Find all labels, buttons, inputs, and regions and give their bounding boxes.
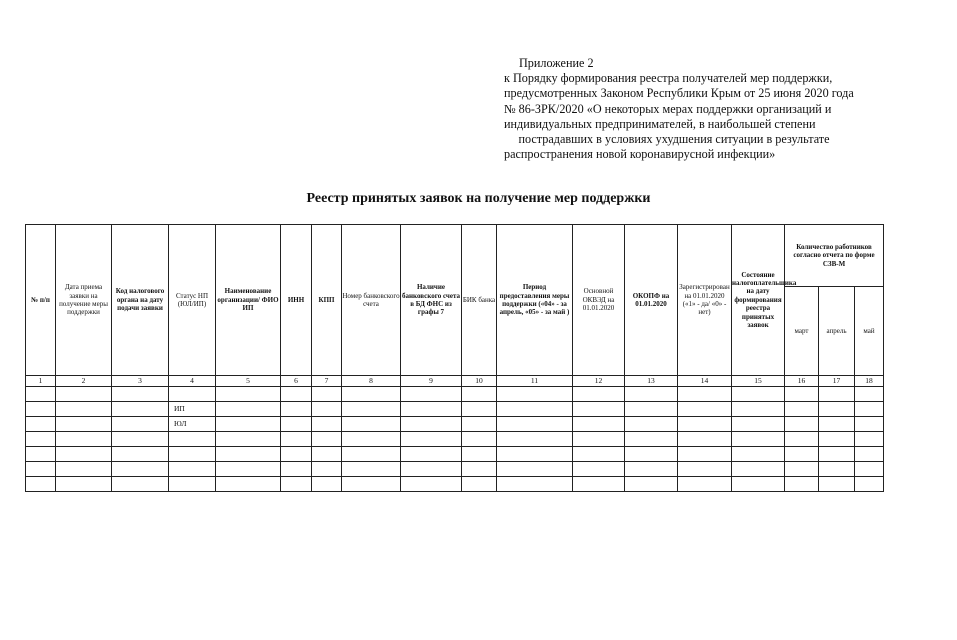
column-number: 3 <box>112 376 169 387</box>
table-row <box>26 462 884 477</box>
header-name: Наименование организации/ ФИО ИП <box>216 225 281 376</box>
table-cell[interactable] <box>312 432 342 447</box>
table-cell[interactable] <box>855 462 884 477</box>
table-cell[interactable] <box>56 417 112 432</box>
table-cell[interactable] <box>342 387 401 402</box>
table-cell[interactable]: ИП <box>169 402 216 417</box>
table-row <box>26 387 884 402</box>
table-cell[interactable] <box>169 432 216 447</box>
appendix-note <box>504 56 884 162</box>
table-cell[interactable] <box>819 447 855 462</box>
table-cell[interactable] <box>26 447 56 462</box>
table-cell[interactable] <box>342 447 401 462</box>
table-cell[interactable] <box>678 402 732 417</box>
table-row <box>26 447 884 462</box>
appendix-line: предусмотренных Законом Республики Крым от 25 июня 2020 года <box>504 86 854 101</box>
header-month-march: март <box>785 287 819 376</box>
table-cell[interactable] <box>342 417 401 432</box>
column-number: 6 <box>281 376 312 387</box>
header-okopf: ОКОПФ на 01.01.2020 <box>625 225 678 376</box>
column-number: 10 <box>462 376 497 387</box>
table-cell[interactable] <box>678 417 732 432</box>
table-cell[interactable] <box>462 387 497 402</box>
column-number: 12 <box>573 376 625 387</box>
table-cell[interactable] <box>573 387 625 402</box>
table-cell[interactable] <box>497 417 573 432</box>
table-cell[interactable] <box>401 462 462 477</box>
header-okved: Основной ОКВЭД на 01.01.2020 <box>573 225 625 376</box>
table-row <box>26 417 884 432</box>
table-cell[interactable] <box>342 462 401 477</box>
table-row <box>26 402 884 417</box>
table-cell[interactable] <box>625 387 678 402</box>
table-cell[interactable] <box>678 432 732 447</box>
table-cell[interactable] <box>26 387 56 402</box>
table-cell[interactable] <box>216 462 281 477</box>
table-cell[interactable] <box>732 402 785 417</box>
table-cell[interactable] <box>462 432 497 447</box>
header-registered: Зарегистрирован на 01.01.2020 («1» - да/ «0» - нет) <box>678 225 732 376</box>
header-month-may: май <box>855 287 884 376</box>
table-cell[interactable] <box>26 417 56 432</box>
table-row <box>26 477 884 492</box>
table-cell[interactable] <box>26 477 56 492</box>
column-number-row <box>26 376 884 387</box>
table-cell[interactable] <box>216 417 281 432</box>
table-cell[interactable] <box>678 447 732 462</box>
column-number: 14 <box>678 376 732 387</box>
table-cell[interactable] <box>112 402 169 417</box>
table-cell[interactable] <box>785 417 819 432</box>
table-cell[interactable] <box>56 402 112 417</box>
column-number: 1 <box>26 376 56 387</box>
appendix-line: к Порядку формирования реестра получателей мер поддержки, <box>504 71 833 86</box>
table-cell[interactable] <box>497 402 573 417</box>
table-cell[interactable] <box>625 447 678 462</box>
appendix-line: распространения новой коронавирусной инфекции» <box>504 147 776 162</box>
table-cell[interactable] <box>56 432 112 447</box>
table-cell[interactable] <box>216 387 281 402</box>
table-cell[interactable] <box>497 387 573 402</box>
header-bank-presence: Наличие банковского счета в БД ФНС из графы 7 <box>401 225 462 376</box>
table-cell[interactable] <box>312 417 342 432</box>
table-cell[interactable] <box>819 417 855 432</box>
table-cell[interactable] <box>26 462 56 477</box>
table-cell[interactable] <box>678 387 732 402</box>
header-inn: ИНН <box>281 225 312 376</box>
table-cell[interactable] <box>462 447 497 462</box>
document-title: Реестр принятых заявок на получение мер поддержки <box>306 191 651 206</box>
table-cell[interactable] <box>169 462 216 477</box>
table-cell[interactable] <box>785 402 819 417</box>
table-cell[interactable] <box>401 477 462 492</box>
header-workers: Количество работников согласно отчета по форме СЗВ-М <box>785 225 884 287</box>
table-cell[interactable] <box>281 387 312 402</box>
table-cell[interactable] <box>401 447 462 462</box>
column-number: 4 <box>169 376 216 387</box>
header-period: Период предоставления меры поддержки («04» - за апрель, «05» - за май ) <box>497 225 573 376</box>
registry-table <box>25 224 884 492</box>
table-cell[interactable] <box>216 432 281 447</box>
table-cell[interactable] <box>56 387 112 402</box>
table-cell[interactable] <box>281 462 312 477</box>
table-cell[interactable] <box>819 432 855 447</box>
table-cell[interactable] <box>819 477 855 492</box>
table-cell[interactable] <box>56 477 112 492</box>
column-number: 5 <box>216 376 281 387</box>
table-cell[interactable] <box>26 402 56 417</box>
table-cell[interactable] <box>785 447 819 462</box>
column-number: 16 <box>785 376 819 387</box>
table-cell[interactable] <box>785 477 819 492</box>
table-cell[interactable] <box>497 477 573 492</box>
table-cell[interactable] <box>281 432 312 447</box>
table-cell[interactable] <box>785 462 819 477</box>
table-cell[interactable] <box>112 462 169 477</box>
header-bik: БИК банка <box>462 225 497 376</box>
registry-body <box>26 376 884 492</box>
header-status: Статус НП (ЮЛ/ИП) <box>169 225 216 376</box>
header-account: Номер банковского счета <box>342 225 401 376</box>
table-cell[interactable] <box>732 462 785 477</box>
table-cell[interactable] <box>625 432 678 447</box>
table-cell[interactable] <box>819 387 855 402</box>
table-cell[interactable] <box>26 432 56 447</box>
table-cell[interactable] <box>462 417 497 432</box>
table-cell[interactable] <box>625 402 678 417</box>
table-cell[interactable] <box>401 432 462 447</box>
table-cell[interactable] <box>678 477 732 492</box>
table-cell[interactable] <box>462 462 497 477</box>
table-cell[interactable] <box>732 387 785 402</box>
table-cell[interactable] <box>342 432 401 447</box>
table-cell[interactable] <box>462 477 497 492</box>
table-cell[interactable] <box>732 477 785 492</box>
table-cell[interactable] <box>855 447 884 462</box>
table-cell[interactable] <box>216 447 281 462</box>
table-cell[interactable] <box>462 402 497 417</box>
table-cell[interactable] <box>401 402 462 417</box>
table-cell[interactable] <box>312 387 342 402</box>
table-cell[interactable] <box>785 387 819 402</box>
table-cell[interactable]: ЮЛ <box>169 417 216 432</box>
column-number: 17 <box>819 376 855 387</box>
table-cell[interactable] <box>169 477 216 492</box>
table-cell[interactable] <box>573 462 625 477</box>
appendix-line: пострадавших в условиях ухудшения ситуации в результате <box>518 132 830 147</box>
table-cell[interactable] <box>56 462 112 477</box>
table-cell[interactable] <box>112 432 169 447</box>
column-number: 2 <box>56 376 112 387</box>
table-cell[interactable] <box>573 402 625 417</box>
table-cell[interactable] <box>169 387 216 402</box>
table-cell[interactable] <box>855 402 884 417</box>
table-cell[interactable] <box>819 402 855 417</box>
table-cell[interactable] <box>342 477 401 492</box>
table-cell[interactable] <box>169 447 216 462</box>
table-cell[interactable] <box>312 402 342 417</box>
table-cell[interactable] <box>785 432 819 447</box>
table-cell[interactable] <box>281 447 312 462</box>
table-cell[interactable] <box>855 477 884 492</box>
header-taxpayer-state: Состояние налогоплательщика на дату формирования реестра принятых заявок <box>732 225 785 376</box>
table-cell[interactable] <box>855 387 884 402</box>
table-cell[interactable] <box>678 462 732 477</box>
table-cell[interactable] <box>497 447 573 462</box>
table-cell[interactable] <box>819 462 855 477</box>
table-cell[interactable] <box>573 447 625 462</box>
header-month-april: апрель <box>819 287 855 376</box>
column-number: 8 <box>342 376 401 387</box>
header-kpp: КПП <box>312 225 342 376</box>
table-cell[interactable] <box>312 477 342 492</box>
table-cell[interactable] <box>497 432 573 447</box>
appendix-line: Приложение 2 <box>519 56 594 70</box>
appendix-line: индивидуальных предпринимателей, в наибольшей степени <box>504 116 816 131</box>
table-cell[interactable] <box>732 447 785 462</box>
table-cell[interactable] <box>573 417 625 432</box>
table-cell[interactable] <box>497 462 573 477</box>
table-cell[interactable] <box>112 387 169 402</box>
table-cell[interactable] <box>625 417 678 432</box>
column-number: 13 <box>625 376 678 387</box>
appendix-line: № 86-ЗРК/2020 «О некоторых мерах поддержки организаций и <box>504 101 832 116</box>
column-number: 11 <box>497 376 573 387</box>
table-cell[interactable] <box>56 447 112 462</box>
table-cell[interactable] <box>401 417 462 432</box>
column-number: 15 <box>732 376 785 387</box>
table-cell[interactable] <box>281 417 312 432</box>
table-cell[interactable] <box>281 402 312 417</box>
table-cell[interactable] <box>573 432 625 447</box>
table-cell[interactable] <box>216 477 281 492</box>
table-cell[interactable] <box>312 462 342 477</box>
table-cell[interactable] <box>855 417 884 432</box>
table-cell[interactable] <box>216 402 281 417</box>
column-number: 7 <box>312 376 342 387</box>
table-cell[interactable] <box>312 447 342 462</box>
table-cell[interactable] <box>112 447 169 462</box>
table-cell[interactable] <box>625 462 678 477</box>
table-cell[interactable] <box>855 432 884 447</box>
table-cell[interactable] <box>732 432 785 447</box>
table-cell[interactable] <box>112 417 169 432</box>
table-cell[interactable] <box>573 477 625 492</box>
table-row <box>26 432 884 447</box>
header-num: № п/п <box>26 225 56 376</box>
column-number: 9 <box>401 376 462 387</box>
column-number: 18 <box>855 376 884 387</box>
table-cell[interactable] <box>732 417 785 432</box>
table-cell[interactable] <box>401 387 462 402</box>
table-cell[interactable] <box>281 477 312 492</box>
header-date: Дата приема заявки на получение меры поддержки <box>56 225 112 376</box>
table-cell[interactable] <box>342 402 401 417</box>
table-cell[interactable] <box>625 477 678 492</box>
header-tax-code: Код налогового органа на дату подачи заявки <box>112 225 169 376</box>
table-cell[interactable] <box>112 477 169 492</box>
